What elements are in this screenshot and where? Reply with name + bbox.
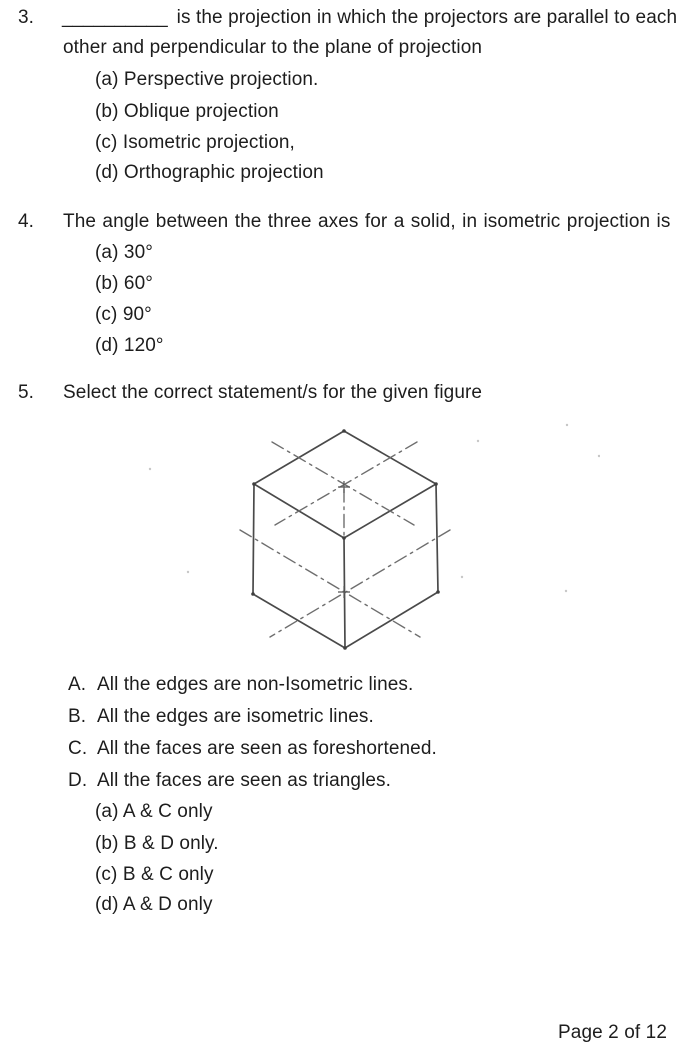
question-5-option-c: (c) B & C only	[95, 864, 214, 885]
question-4-option-a: (a) 30°	[95, 242, 153, 263]
question-5-option-b: (b) B & D only.	[95, 833, 219, 854]
statement-d	[68, 769, 391, 793]
top-face-centerline-1	[272, 442, 414, 525]
statement-c-text: All the faces are seen as foreshortened.	[97, 738, 437, 759]
fill-in-blank: __________	[62, 7, 168, 28]
question-4-option-c: (c) 90°	[95, 304, 152, 325]
top-face-centerline-2	[275, 442, 417, 525]
question-3-option-a: (a) Perspective projection.	[95, 69, 319, 90]
question-4-option-d: (d) 120°	[95, 335, 164, 356]
statement-b	[68, 705, 374, 729]
question-5-option-a: (a) A & C only	[95, 801, 213, 822]
question-5-option-d: (d) A & D only	[95, 894, 213, 915]
question-3-text: is the projection in which the projectors are parallel to each	[176, 7, 678, 28]
statement-c-label: C.	[68, 738, 88, 759]
statement-c	[68, 737, 437, 761]
side-face-centerline-1	[240, 530, 420, 637]
statement-d-label: D.	[68, 770, 88, 791]
statement-b-text: All the edges are isometric lines.	[97, 706, 374, 727]
question-4-text: The angle between the three axes for a solid, in isometric projection is	[63, 211, 671, 232]
question-3-option-c: (c) Isometric projection,	[95, 132, 295, 153]
question-3-line-2: other and perpendicular to the plane of projection	[63, 37, 483, 58]
cube-top-face-edges	[254, 484, 436, 538]
statement-a-text: All the edges are non-Isometric lines.	[97, 674, 414, 695]
isometric-cube-figure	[120, 412, 600, 674]
page-number: Page 2 of 12	[558, 1022, 667, 1043]
question-3-option-d: (d) Orthographic projection	[95, 162, 324, 183]
statement-b-label: B.	[68, 706, 87, 727]
question-4-option-b: (b) 60°	[95, 273, 153, 294]
question-3-line-1	[62, 6, 677, 30]
statement-a	[68, 673, 413, 697]
question-3-number: 3.	[18, 7, 35, 28]
side-face-centerline-2	[270, 530, 450, 637]
statement-d-text: All the faces are seen as triangles.	[97, 770, 392, 791]
statement-a-label: A.	[68, 674, 87, 695]
question-5-number: 5.	[18, 382, 35, 403]
question-5-text: Select the correct statement/s for the given figure	[63, 382, 483, 403]
question-3-option-b: (b) Oblique projection	[95, 101, 279, 122]
question-4-number: 4.	[18, 211, 35, 232]
